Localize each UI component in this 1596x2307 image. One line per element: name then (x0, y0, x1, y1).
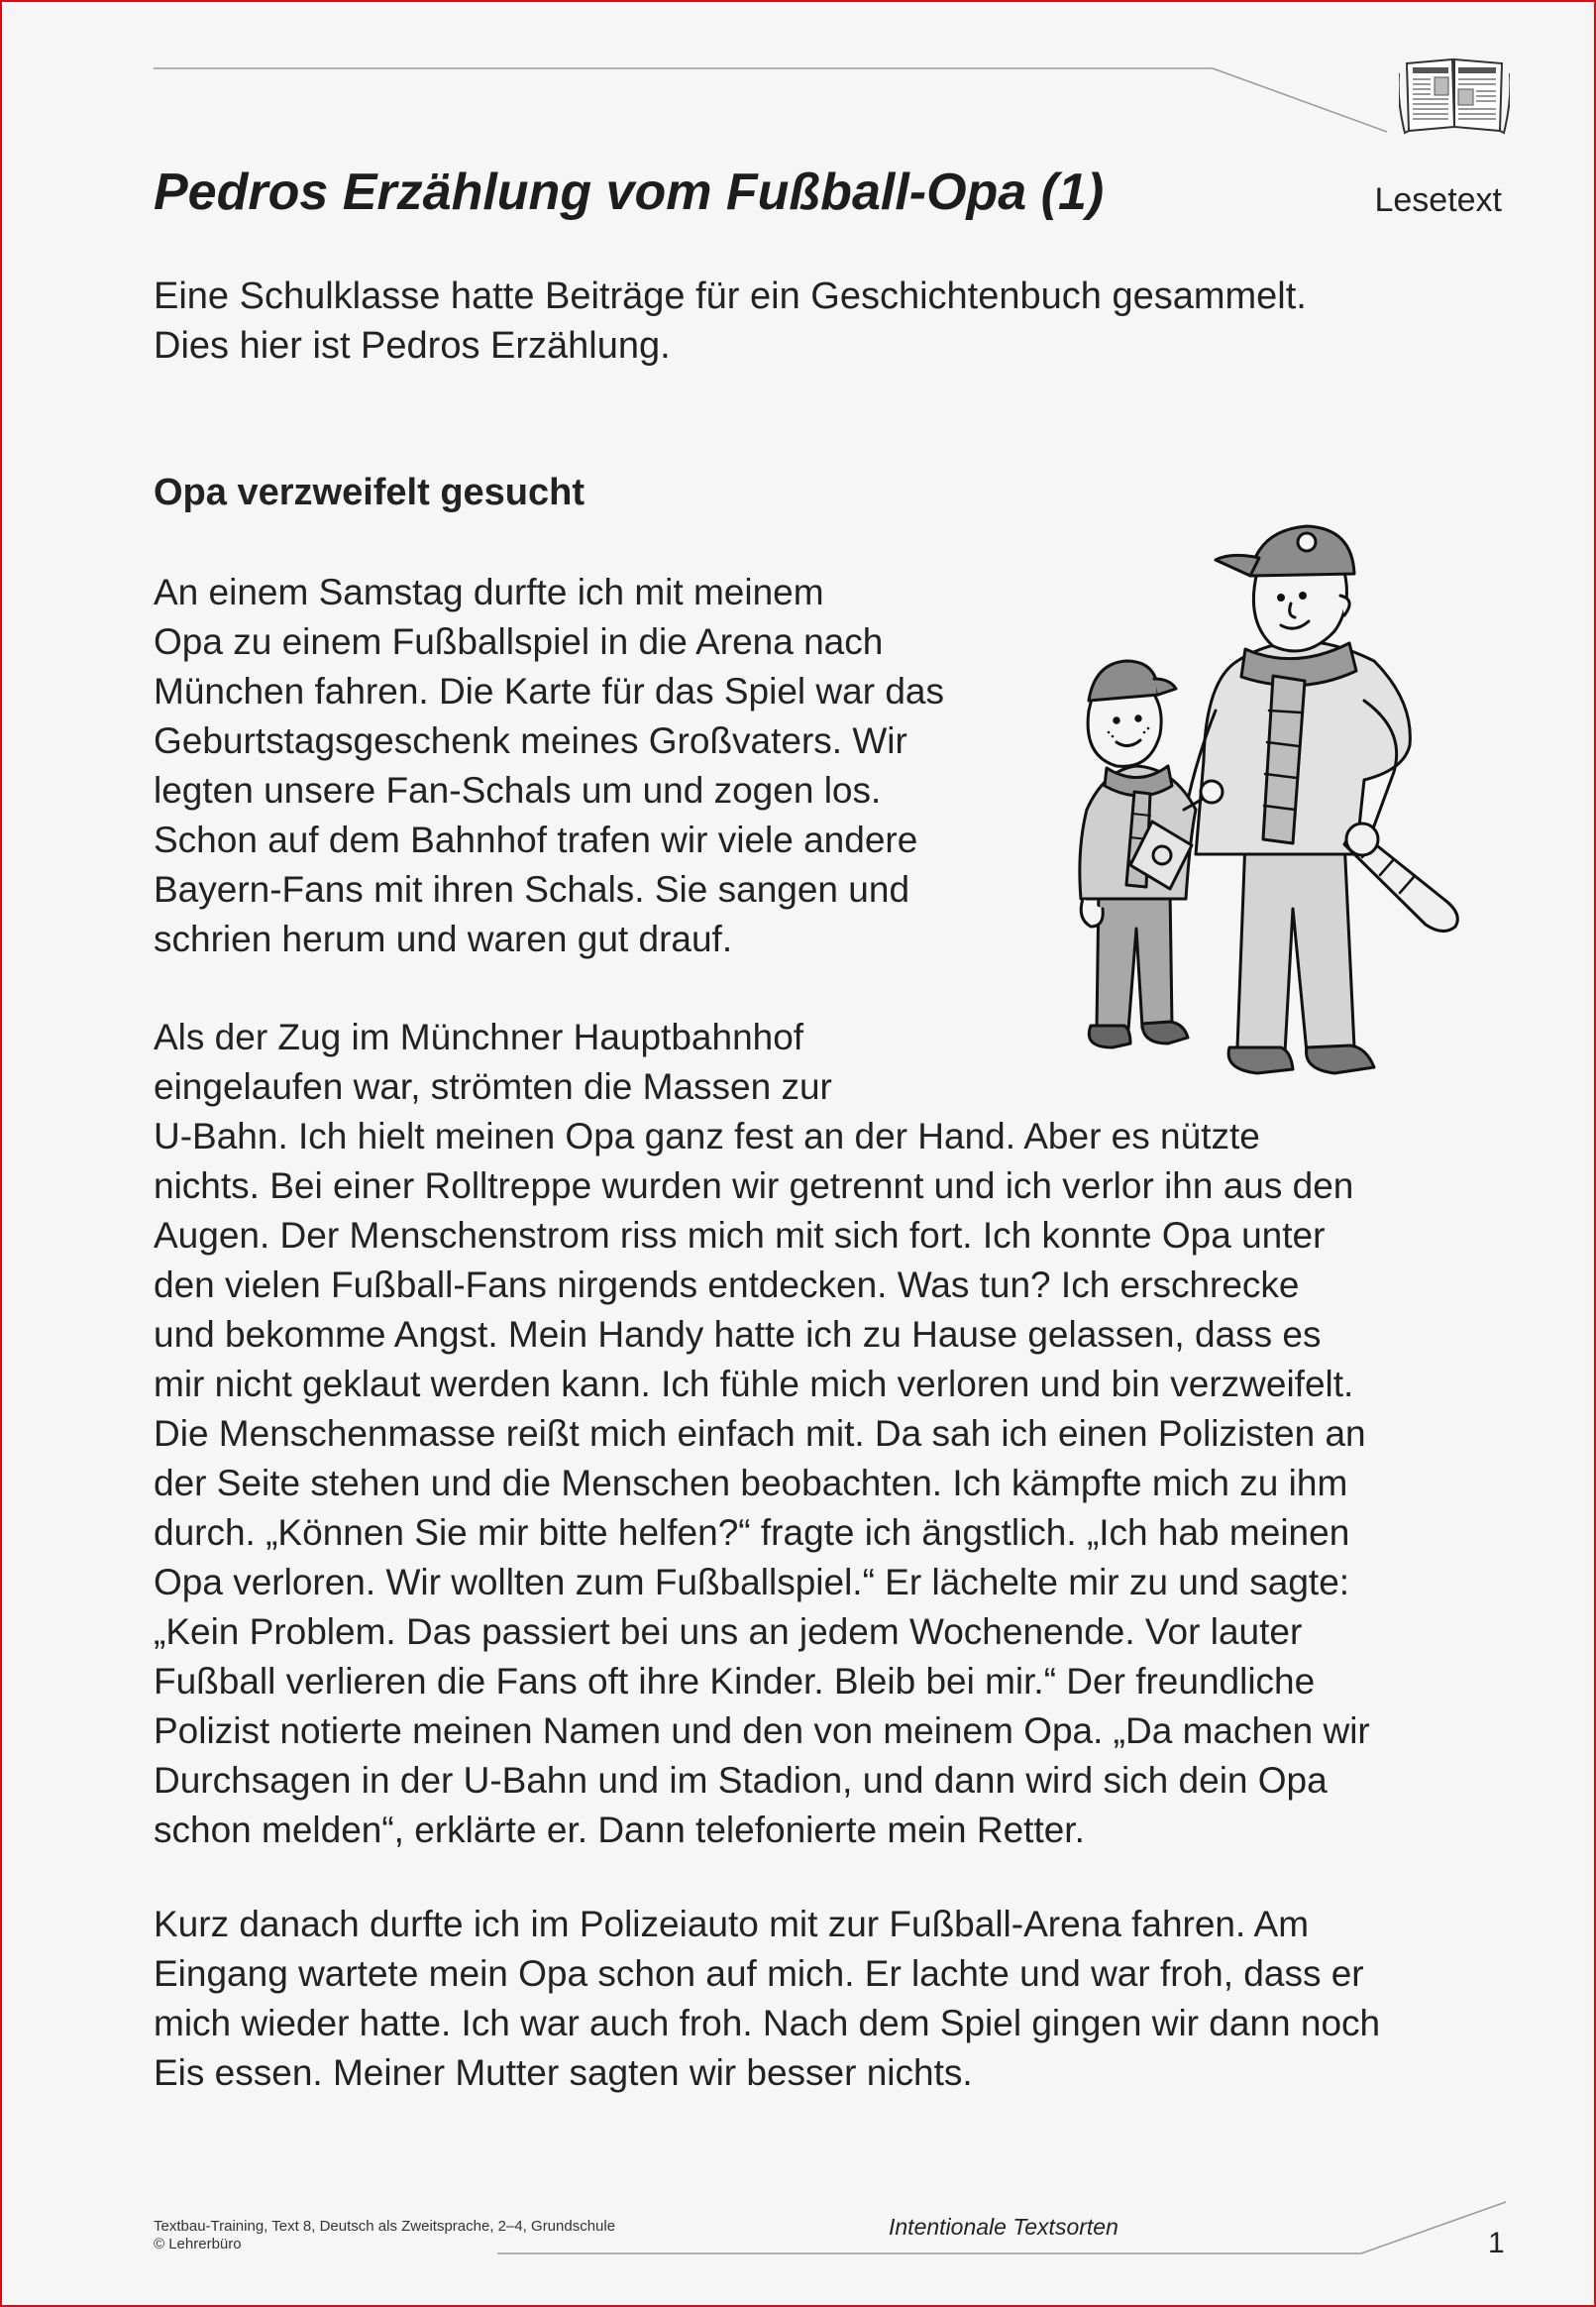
grandpa-and-boy-illustration (1047, 512, 1513, 1087)
text-line: und bekomme Angst. Mein Handy hatte ich zu Hause gelassen, dass es (154, 1314, 1322, 1355)
text-line: An einem Samstag durfte ich mit meinem (154, 572, 824, 612)
story-heading: Opa verzweifelt gesucht (154, 472, 585, 513)
text-line: Eis essen. Meiner Mutter sagten wir besser nichts. (154, 2052, 973, 2093)
text-line: nichts. Bei einer Rolltreppe wurden wir getrennt und ich verlor ihn aus den (154, 1165, 1354, 1206)
text-line: Schon auf dem Bahnhof trafen wir viele andere (154, 820, 918, 860)
text-line: Die Menschenmasse reißt mich einfach mit. Da sah ich einen Polizisten an (154, 1413, 1366, 1454)
text-line: Opa verloren. Wir wollten zum Fußballspiel.“ Er lächelte mir zu und sagte: (154, 1562, 1350, 1602)
intro-line: Dies hier ist Pedros Erzählung. (154, 325, 671, 367)
text-line: Opa zu einem Fußballspiel in die Arena nach (154, 621, 884, 662)
text-type-label: Lesetext (1374, 181, 1502, 219)
text-line: Fußball verlieren die Fans oft ihre Kinder. Bleib bei mir.“ Der freundliche (154, 1661, 1316, 1702)
footer-source-line: Textbau-Training, Text 8, Deutsch als Zweitsprache, 2–4, Grundschule (154, 2218, 616, 2235)
text-line: schrien herum und waren gut drauf. (154, 919, 733, 959)
footer-section-label: Intentionale Textsorten (889, 2214, 1118, 2240)
header-rule (2, 2, 1596, 141)
text-line: Kurz danach durfte ich im Polizeiauto mit zur Fußball-Arena fahren. Am (154, 1904, 1310, 1944)
page-number: 1 (1488, 2227, 1505, 2259)
text-line: Als der Zug im Münchner Hauptbahnhof (154, 1017, 804, 1057)
text-line: eingelaufen war, strömten die Massen zur (154, 1066, 832, 1107)
footer-source (154, 2218, 615, 2253)
newspaper-icon (1399, 54, 1510, 135)
story-paragraph-1 (154, 568, 944, 964)
story-paragraph-3 (154, 1900, 1380, 2098)
text-line: Eingang wartete mein Opa schon auf mich. Er lachte und war froh, dass er (154, 1953, 1364, 1994)
intro-line: Eine Schulklasse hatte Beiträge für ein Geschichtenbuch gesammelt. (154, 275, 1307, 317)
text-line: U-Bahn. Ich hielt meinen Opa ganz fest an der Hand. Aber es nützte (154, 1116, 1260, 1156)
footer-copyright: © Lehrerbüro (154, 2236, 242, 2252)
text-line: Durchsagen in der U-Bahn und im Stadion, und dann wird sich dein Opa (154, 1760, 1328, 1801)
text-line: Geburtstagsgeschenk meines Großvaters. Wir (154, 720, 907, 761)
text-line: mir nicht geklaut werden kann. Ich fühle mich verloren und bin verzweifelt. (154, 1364, 1354, 1404)
text-line: den vielen Fußball-Fans nirgends entdecken. Was tun? Ich erschrecke (154, 1264, 1300, 1305)
text-line: „Kein Problem. Das passiert bei uns an jedem Wochenende. Vor lauter (154, 1611, 1303, 1652)
story-paragraph-2 (154, 1013, 1370, 1855)
page-title: Pedros Erzählung vom Fußball-Opa (1) (154, 164, 1105, 221)
text-line: der Seite stehen und die Menschen beobachten. Ich kämpfte mich zu ihm (154, 1463, 1348, 1503)
text-line: Polizist notierte meinen Namen und den von meinem Opa. „Da machen wir (154, 1710, 1370, 1751)
text-line: durch. „Können Sie mir bitte helfen?“ fragte ich ängstlich. „Ich hab meinen (154, 1512, 1350, 1553)
text-line: schon melden“, erklärte er. Dann telefonierte mein Retter. (154, 1810, 1085, 1850)
text-line: Bayern-Fans mit ihren Schals. Sie sangen und (154, 869, 910, 910)
text-line: mich wieder hatte. Ich war auch froh. Nach dem Spiel gingen wir dann noch (154, 2003, 1381, 2043)
text-line: legten unsere Fan-Schals um und zogen los. (154, 770, 882, 811)
intro-text (154, 272, 1441, 371)
text-line: Augen. Der Menschenstrom riss mich mit sich fort. Ich konnte Opa unter (154, 1215, 1326, 1256)
text-line: München fahren. Die Karte für das Spiel war das (154, 671, 944, 712)
